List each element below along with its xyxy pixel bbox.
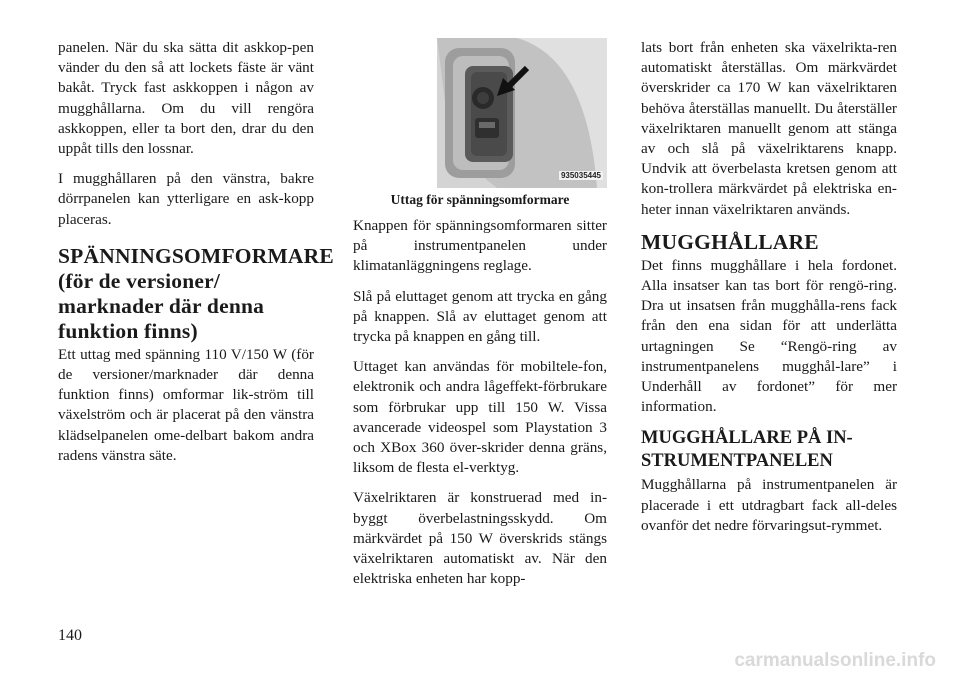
paragraph-inverter-location: Ett uttag med spänning 110 V/150 W (för de versioner/marknader där denna funktion finns) omformar lik-ström till växelström och är placerat på den vänstra klädselpanelen ome-delbart bakom andra radens vänstra säte.	[58, 345, 314, 464]
paragraph-instrument-panel-cupholders: Mugghållarna på instrumentpanelen är placerade i ett utdragbart fack all-deles ovanför det nedre förvaringsut-rymmet.	[641, 476, 897, 534]
image-code: 935035445	[560, 171, 601, 180]
page-number: 140	[58, 627, 82, 644]
heading-cupholders: MUGGHÅLLARE	[641, 229, 819, 254]
inverter-outlet-illustration	[437, 38, 607, 188]
figure-caption: Uttag för spänningsomformare	[390, 192, 570, 207]
paragraph-inverter-onoff: Slå på eluttaget genom att trycka en gång på knappen. Slå av eluttaget genom att trycka på knappen en gång till.	[353, 287, 607, 346]
paragraph-ashtray-install: panelen. När du ska sätta dit askkop-pen vänder du den så att lockets fäste är vänt bakåt. Tryck fast askkoppen i någon av mugghållarna. Om du vill rengöra askkoppen, eller ta bort den, drar du den uppåt tills den lossnar.	[58, 39, 314, 158]
paragraph-ashtray-rear-door: I mugghållaren på den vänstra, bakre dörrpanelen kan ytterligare en ask-kopp placeras.	[58, 170, 314, 228]
paragraph-inverter-reset: lats bort från enheten ska växelrikta-ren automatiskt återställas. Om märkvärdet överskrider ca 170 W kan växelriktaren behöva återställas manuellt. Du återställer växelriktaren manuellt genom att stänga av och slå på växelriktarens knapp. Undvik att överbelasta kretsen genom att kon-trollera märkvärdet på elektriska en-heter innan växelriktaren används.	[641, 39, 897, 218]
right-column	[641, 38, 897, 546]
left-column	[58, 38, 334, 476]
inverter-outlet-figure	[437, 38, 607, 188]
heading-power-inverter: SPÄNNINGSOMFORMARE (för de versioner/ marknader där denna funktion finns)	[58, 243, 334, 343]
paragraph-inverter-protection: Växelriktaren är konstruerad med in-byggt överbelastningsskydd. Om märkvärdet på 150 W överskrids stängs växelriktaren automatiskt av. När den elektriska enheten har kopp-	[353, 489, 607, 588]
paragraph-cupholders: Det finns mugghållare i hela fordonet. Alla insatser kan tas bort för rengö-ring. Dra ut insatsen från mugghålla-rens fack från den ena sidan för att underlätta urtagningen Se “Rengö-ring av instrumentpanelens mugghål-lare” i Underhåll av fordonet” för mer information.	[641, 256, 897, 416]
paragraph-inverter-usage: Uttaget kan användas för mobiltele-fon, elektronik och andra lågeffekt-förbrukare som förbrukar upp till 150 W. Vissa avancerade videospel som Playstation 3 och XBox 360 över-skrider denna gräns, liksom de flesta el-verktyg.	[353, 358, 607, 477]
heading-instrument-panel-cupholders: MUGGHÅLLARE PÅ IN-STRUMENTPANELEN	[641, 428, 853, 472]
middle-column	[353, 38, 607, 599]
watermark: carmanualsonline.info	[734, 650, 936, 671]
paragraph-inverter-button: Knappen för spänningsomformaren sitter på instrumentpanelen under klimatanläggningens reglage.	[353, 217, 607, 275]
